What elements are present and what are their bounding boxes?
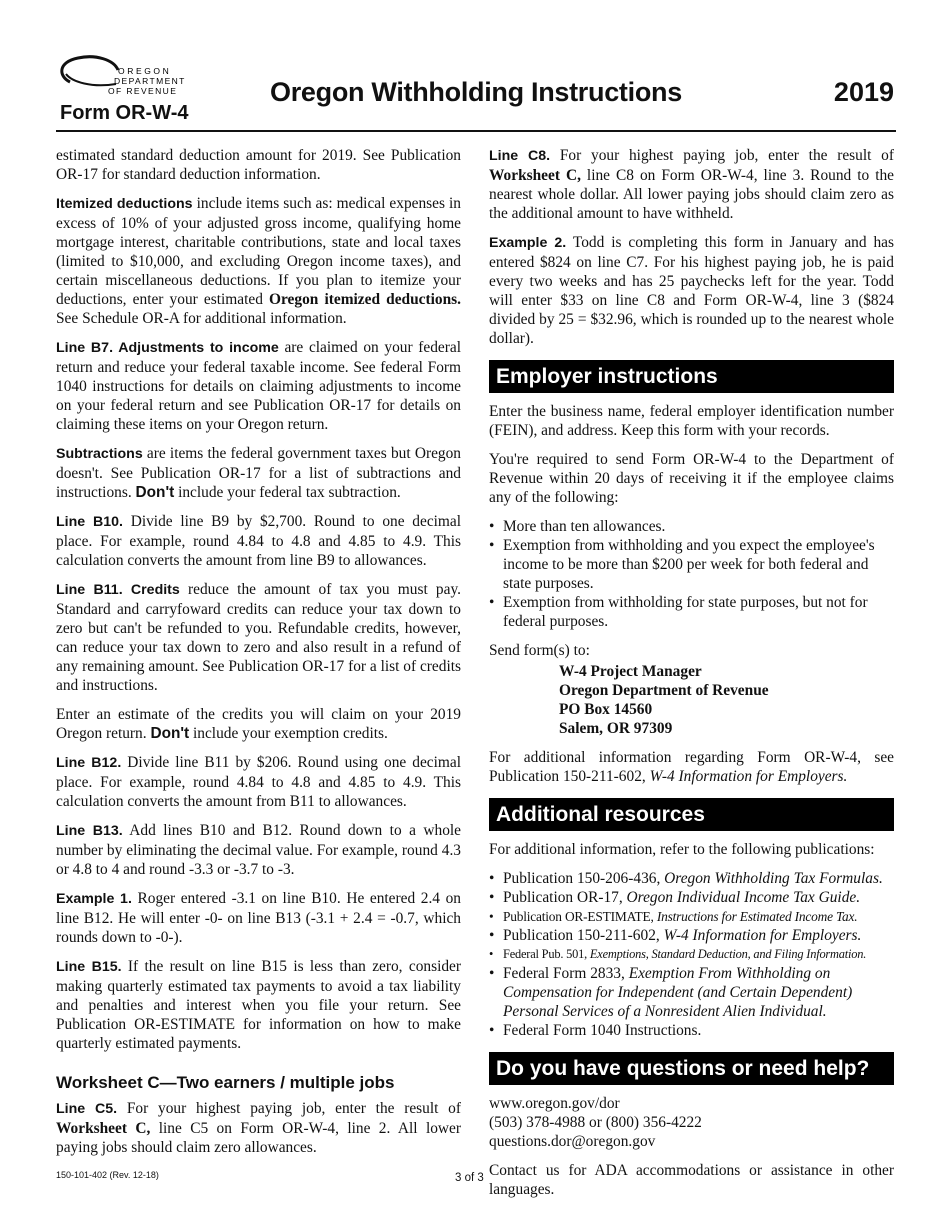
resources-list xyxy=(489,869,894,1040)
paragraph-label: Line B15. xyxy=(56,959,122,975)
oregon-dor-logo xyxy=(56,52,186,98)
line-b13-paragraph: Line B13. Add lines B10 and B12. Round down to a whole number by eliminating the decimal value. For example, round 4.3 or 4.8 to 4 and round -3.3 or -3.7 to -3. xyxy=(56,822,461,878)
paragraph-label: Line B11. Credits xyxy=(56,582,180,598)
employer-paragraph-1: Enter the business name, federal employer identification number (FEIN), and address. Keep this form with your records. xyxy=(489,403,894,439)
list-item: • Publication OR-17, Oregon Individual Income Tax Guide. xyxy=(489,889,861,906)
line-c5-paragraph: Line C5. For your highest paying job, enter the result of Worksheet C, line C5 on Form OR-W-4, line 2. All lower paying jobs should claim zero allowances. xyxy=(56,1100,462,1156)
form-label: Form OR-W-4 xyxy=(60,102,189,124)
paragraph-label: Itemized deductions xyxy=(56,196,193,212)
mailing-address xyxy=(559,662,894,738)
email-link[interactable]: questions.dor@oregon.gov xyxy=(489,1133,656,1150)
paragraph-label: Line C8. xyxy=(489,148,551,164)
list-item: • Publication OR-ESTIMATE, Instructions for Estimated Income Tax. xyxy=(489,909,858,924)
paragraph-label: Line B7. Adjustments to income xyxy=(56,340,279,356)
list-item: • More than ten allowances. xyxy=(489,518,666,535)
list-item: • Federal Form 2833, Exemption From Withholding on Compensation for Independent (and Certain Dependent) Personal Services of a Nonresident Alien Individual. xyxy=(489,965,853,1020)
example-2-paragraph: Example 2. Todd is completing this form in January and has entered $824 on line C7. For his highest paying job, he is paid every two weeks and has 25 paychecks left for the year. Todd will enter $33 on line C8 and Form OR-W-4, line 3 ($824 divided by 25 = $32.96, which is rounded up to the nearest whole dollar). xyxy=(489,234,894,347)
address-line: Oregon Department of Revenue xyxy=(559,682,769,699)
credits-estimate-paragraph: Enter an estimate of the credits you will claim on your 2019 Oregon return. Don't include your exemption credits. xyxy=(56,706,461,742)
help-heading: Do you have questions or need help? xyxy=(489,1052,894,1085)
paragraph-label: Line B10. xyxy=(56,514,123,530)
line-b15-paragraph: Line B15. If the result on line B15 is less than zero, consider making quarterly estimated tax payments to avoid a tax liability and penalties and interest when you file your return. See Publication OR-ESTIMATE for information on how to make quarterly estimated payments. xyxy=(56,958,462,1052)
subtractions-paragraph: Subtractions are items the federal government taxes but Oregon doesn't. See Publication OR-17 for a list of subtractions and instructions. Don't include your federal tax subtraction. xyxy=(56,445,461,501)
paragraph-label: Example 2. xyxy=(489,235,567,251)
page-header xyxy=(56,52,896,132)
employer-conditions-list xyxy=(489,517,894,631)
list-item: • Federal Form 1040 Instructions. xyxy=(489,1022,702,1039)
list-item: • Publication 150-211-602, W-4 Information for Employers. xyxy=(489,927,862,944)
address-line: Salem, OR 97309 xyxy=(559,720,673,737)
line-b10-paragraph: Line B10. Divide line B9 by $2,700. Round to one decimal place. For example, round 4.84 to 4.8 and 4.85 to 4.9. This calculation converts the amount from line B9 to allowances. xyxy=(56,513,461,569)
paragraph-label: Line B13. xyxy=(56,823,123,839)
document-year: 2019 xyxy=(833,77,894,107)
paragraph-label: Line C5. xyxy=(56,1101,118,1117)
document-title: Oregon Withholding Instructions xyxy=(270,77,682,107)
paragraph-label: Example 1. xyxy=(56,891,132,907)
line-b7-paragraph: Line B7. Adjustments to income are claimed on your federal return and reduce your federal taxable income. See federal Form 1040 instructions for details on claiming adjustments to income on your federal return and see Publication OR-17 for details on claiming these items on your Oregon return. xyxy=(56,339,462,433)
left-column xyxy=(56,146,461,1167)
send-forms-label: Send form(s) to: xyxy=(489,642,590,659)
ada-paragraph: Contact us for ADA accommodations or assistance in other languages. xyxy=(489,1162,894,1198)
standard-deduction-paragraph: estimated standard deduction amount for 2019. See Publication OR-17 for standard deduction information. xyxy=(56,147,461,183)
form-revision-code: 150-101-402 (Rev. 12-18) xyxy=(56,1170,159,1180)
contact-info xyxy=(489,1094,894,1151)
logo-text-line-2: DEPARTMENT xyxy=(114,76,186,86)
phone-numbers: (503) 378-4988 or (800) 356-4222 xyxy=(489,1114,702,1131)
employer-paragraph-3: For additional information regarding Form OR-W-4, see Publication 150-211-602, W-4 Information for Employers. xyxy=(489,749,894,785)
right-column xyxy=(489,146,894,1209)
resources-intro: For additional information, refer to the following publications: xyxy=(489,841,875,858)
paragraph-label: Line B12. xyxy=(56,755,122,771)
list-item: • Publication 150-206-436, Oregon Withholding Tax Formulas. xyxy=(489,870,883,887)
paragraph-label: Subtractions xyxy=(56,446,143,462)
website-link[interactable]: www.oregon.gov/dor xyxy=(489,1095,620,1112)
address-line: PO Box 14560 xyxy=(559,701,653,718)
example-1-paragraph: Example 1. Roger entered -3.1 on line B10. He entered 2.4 on line B12. He will enter -0- on line B13 (-3.1 + 2.4 = -0.7, which rounds down to -0-). xyxy=(56,890,461,946)
logo-text-line-3: OF REVENUE xyxy=(108,86,178,96)
line-c8-paragraph: Line C8. For your highest paying job, enter the result of Worksheet C, line C8 on Form OR-W-4, line 3. Round to the nearest whole dollar. All lower paying jobs should claim zero as the additional amount to have withheld. xyxy=(489,147,895,222)
line-b11-paragraph: Line B11. Credits reduce the amount of tax you must pay. Standard and carryfoward credits can reduce your tax down to zero but can't be refunded to you. Refundable credits, however, can reduce your tax down to zero and also result in a refund of any remaining amount. See Publication OR-17 for a list of credits and instructions. xyxy=(56,581,461,694)
additional-resources-heading: Additional resources xyxy=(489,798,894,831)
list-item: • Exemption from withholding for state purposes, but not for federal purposes. xyxy=(489,594,868,630)
address-line: W-4 Project Manager xyxy=(559,663,702,680)
worksheet-c-heading: Worksheet C—Two earners / multiple jobs xyxy=(56,1073,395,1092)
list-item: • Exemption from withholding and you expect the employee's income to be more than $200 per week for both federal and state purposes. xyxy=(489,537,875,592)
logo-text-line-1: OREGON xyxy=(118,66,172,76)
list-item: • Federal Pub. 501, Exemptions, Standard Deduction, and Filing Information. xyxy=(489,947,867,961)
employer-paragraph-2: You're required to send Form OR-W-4 to the Department of Revenue within 20 days of receiving it if the employee claims any of the following: xyxy=(489,451,894,506)
page-number: 3 of 3 xyxy=(455,1172,484,1184)
itemized-deductions-paragraph: Itemized deductions include items such as: medical expenses in excess of 10% of your adjusted gross income, qualifying home mortgage interest, charitable contributions, state and local taxes (limited to $10,000, and excluding Oregon income taxes), and certain miscellaneous deductions. If you plan to itemize your deductions, enter your estimated Oregon itemized deductions. See Schedule OR-A for additional information. xyxy=(56,195,461,327)
line-b12-paragraph: Line B12. Divide line B11 by $206. Round using one decimal place. For example, round 4.84 to 4.8 and 4.85 to 4.9. This calculation converts the amount from B11 to allowances. xyxy=(56,754,461,810)
employer-instructions-heading: Employer instructions xyxy=(489,360,894,393)
